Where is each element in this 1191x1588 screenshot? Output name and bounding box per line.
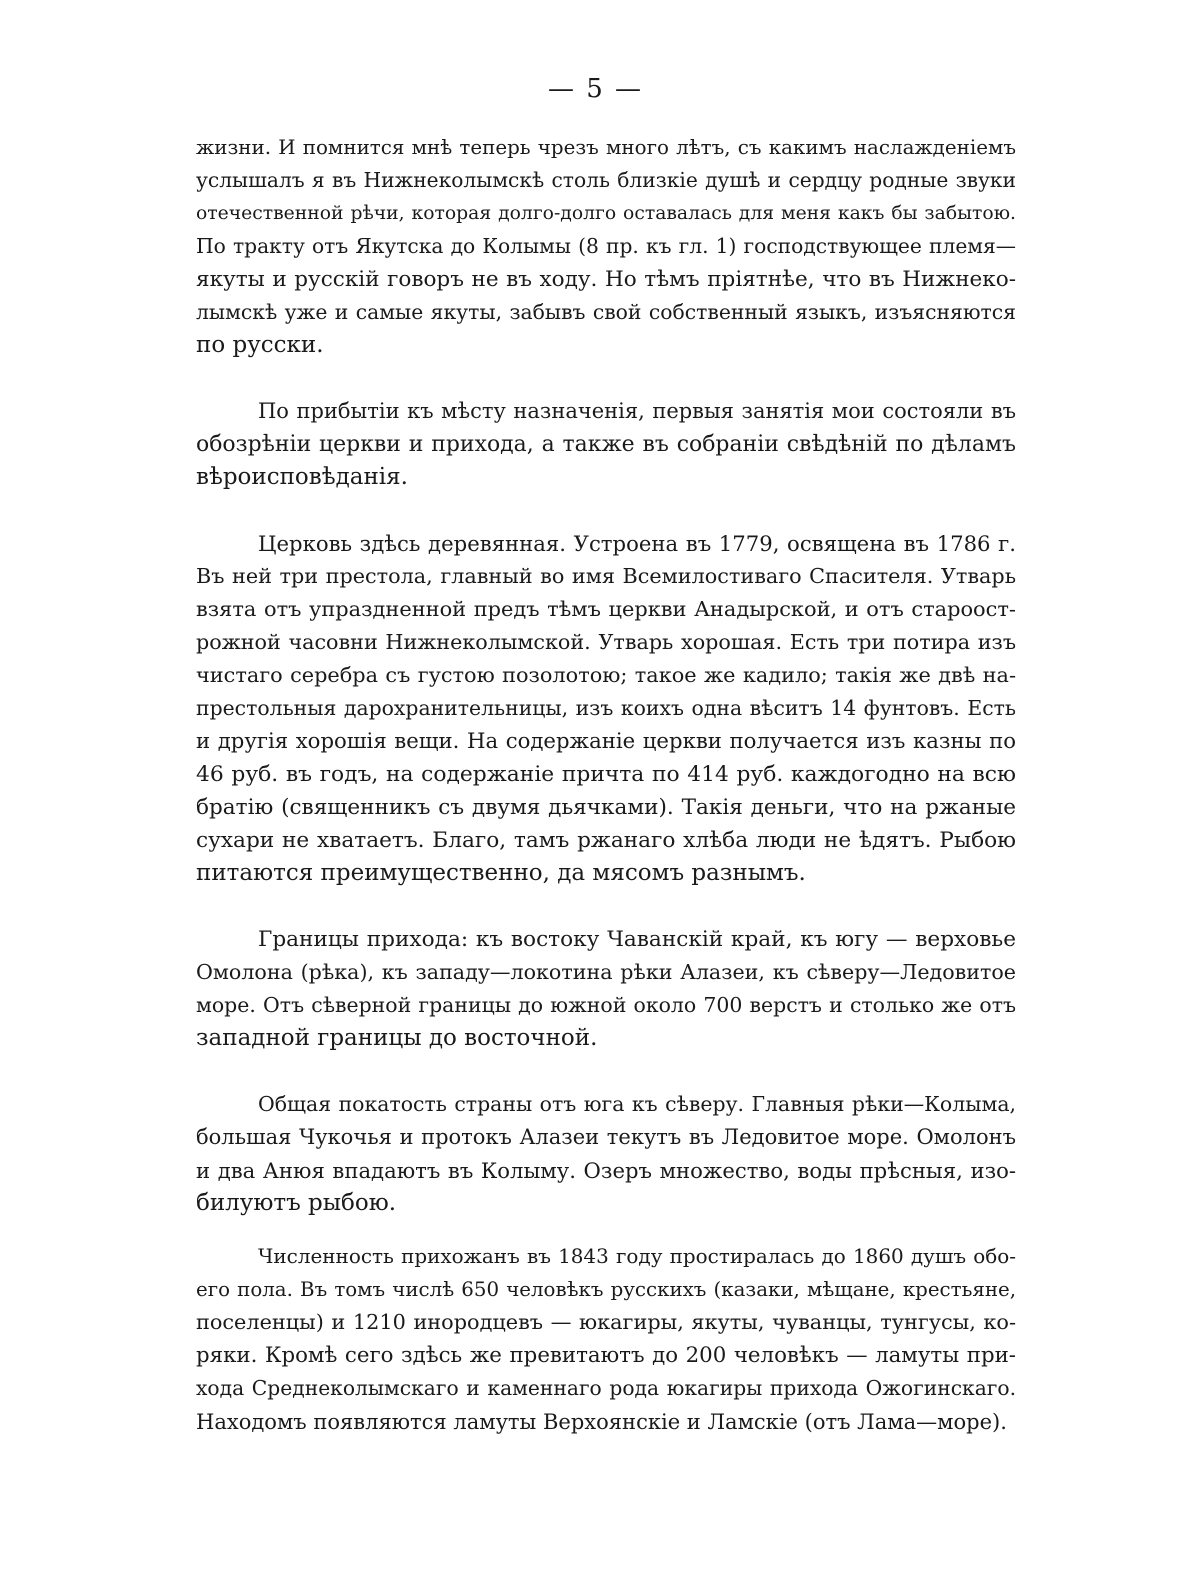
paragraph-line: Общая покатость страны отъ юга къ сѣверу. Главныя рѣки—Колыма, <box>258 1092 1016 1116</box>
paragraph-line: и два Анюя впадаютъ въ Колыму. Озеръ множество, воды прѣсныя, изо- <box>196 1158 1016 1183</box>
paragraph-line: услышалъ я въ Нижнеколымскѣ столь близкіе душѣ и сердцу родные звуки <box>196 168 1016 192</box>
paragraph-line: престольныя дарохранительницы, изъ коихъ одна вѣситъ 14 фунтовъ. Есть <box>196 696 1016 720</box>
paragraph-2 <box>196 395 1016 494</box>
paragraph-line: западной границы до восточной. <box>196 1025 598 1051</box>
paragraph-line: 46 руб. въ годъ, на содержаніе причта по 414 руб. каждогодно на всю <box>196 762 1016 787</box>
paragraph-3 <box>196 527 1016 890</box>
paragraph-line: большая Чукочья и протокъ Алазеи текутъ въ Ледовитое море. Омолонъ <box>196 1125 1016 1149</box>
paragraph-4 <box>196 923 1016 1055</box>
paragraph-1 <box>196 131 1016 362</box>
paragraph-line: Находомъ появляются ламуты Верхоянскіе и Ламскіе (отъ Лама—море). <box>196 1409 1007 1434</box>
page-number: — 5 — <box>547 74 644 104</box>
paragraph-line: билуютъ рыбою. <box>196 1190 397 1216</box>
paragraph-line: По прибытіи къ мѣсту назначенія, первыя занятія мои состояли въ <box>258 399 1016 423</box>
paragraph-line: По тракту отъ Якутска до Колымы (8 пр. къ гл. 1) господствующее племя— <box>196 234 1016 258</box>
paragraph-line: Въ ней три престола, главный во имя Всемилостиваго Спасителя. Утварь <box>196 564 1016 588</box>
paragraph-line: отечественной рѣчи, которая долго-долго оставалась для меня какъ бы забытою. <box>196 203 1016 224</box>
paragraph-line: его пола. Въ томъ числѣ 650 человѣкъ русскихъ (казаки, мѣщане, крестьяне, <box>196 1278 1016 1301</box>
paragraph-line: лымскѣ уже и самые якуты, забывъ свой собственный языкъ, изъясняются <box>196 300 1016 324</box>
paragraph-line: поселенцы) и 1210 инородцевъ — юкагиры, якуты, чуванцы, тунгусы, ко- <box>196 1310 1016 1334</box>
paragraph-line: по русски. <box>196 332 324 358</box>
paragraph-line: взята отъ упраздненной предъ тѣмъ церкви Анадырской, и отъ староост- <box>196 597 1016 621</box>
paragraph-line: якуты и русскій говоръ не въ ходу. Но тѣмъ пріятнѣе, что въ Нижнеко- <box>196 267 1016 292</box>
paragraph-line: обозрѣніи церкви и прихода, а также въ собраніи свѣдѣній по дѣламъ <box>196 432 1016 457</box>
paragraph-line: ряки. Кромѣ сего здѣсь же превитаютъ до 200 человѣкъ — ламуты при- <box>196 1343 1016 1368</box>
paragraph-line: чистаго серебра съ густою позолотою; такое же кадило; такія же двѣ на- <box>196 663 1016 687</box>
paragraph-line: Церковь здѣсь деревянная. Устроена въ 1779, освящена въ 1786 г. <box>258 531 1016 556</box>
paragraph-line: жизни. И помнится мнѣ теперь чрезъ много лѣтъ, съ какимъ наслажденіемъ <box>196 136 1016 159</box>
paragraph-5 <box>196 1088 1016 1220</box>
paragraph-line: море. Отъ сѣверной границы до южной около 700 верстъ и столько же отъ <box>196 993 1016 1017</box>
paragraph-line: Границы прихода: къ востоку Чаванскій край, къ югу — верховье <box>258 927 1016 952</box>
paragraph-line: хода Среднеколымскаго и каменнаго рода юкагиры прихода Ожогинскаго. <box>196 1376 1016 1400</box>
paragraph-line: питаются преимущественно, да мясомъ разнымъ. <box>196 860 806 886</box>
paragraph-line: рожной часовни Нижнеколымской. Утварь хорошая. Есть три потира изъ <box>196 630 1016 654</box>
paragraph-line: братію (священникъ съ двумя дьячками). Такія деньги, что на ржаные <box>196 795 1016 820</box>
paragraph-line: Численность прихожанъ въ 1843 году простиралась до 1860 душъ обо- <box>258 1245 1016 1268</box>
paragraph-line: вѣроисповѣданія. <box>196 464 408 490</box>
paragraph-line: Омолона (рѣка), къ западу—локотина рѣки Алазеи, къ сѣверу—Ледовитое <box>196 960 1016 984</box>
paragraph-line: и другія хорошія вещи. На содержаніе церкви получается изъ казны по <box>196 729 1016 754</box>
paragraph-line: сухари не хватаетъ. Благо, тамъ ржанаго хлѣба люди не ѣдятъ. Рыбою <box>196 828 1016 853</box>
paragraph-6 <box>196 1240 1016 1438</box>
